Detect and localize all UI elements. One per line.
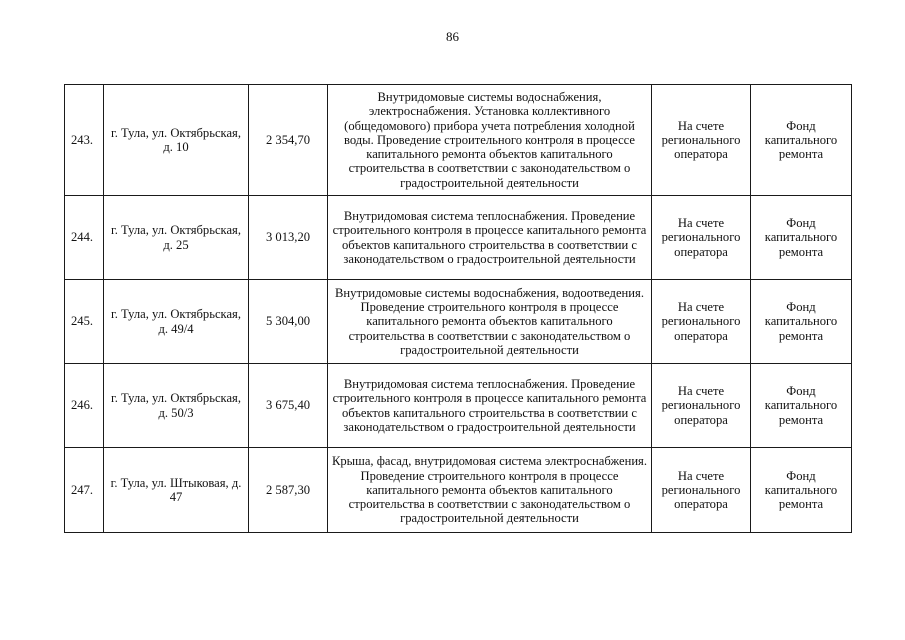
address-cell: г. Тула, ул. Штыковая, д. 47	[104, 448, 249, 533]
work-description-cell: Внутридомовые системы водоснабжения, водоотведения. Проведение строительного контроля в процессе капитального ремонта объектов капитального строительства в соответствии с законодательством о градостроительной деятельности	[328, 280, 652, 364]
account-cell: На счете регионального оператора	[652, 448, 751, 533]
table-row	[65, 280, 852, 364]
cost-cell: 3 013,20	[249, 196, 328, 280]
table-row	[65, 448, 852, 533]
cost-cell: 2 354,70	[249, 85, 328, 196]
account-cell: На счете регионального оператора	[652, 196, 751, 280]
row-number: 246.	[65, 364, 104, 448]
address-cell: г. Тула, ул. Октябрьская, д. 49/4	[104, 280, 249, 364]
account-cell: На счете регионального оператора	[652, 85, 751, 196]
row-number: 243.	[65, 85, 104, 196]
table-row	[65, 364, 852, 448]
funding-source-cell: Фонд капитального ремонта	[751, 85, 852, 196]
work-description-cell: Внутридомовые системы водоснабжения, электроснабжения. Установка коллективного (общедомового) прибора учета потребления холодной воды. Проведение строительного контроля в процессе капитального ремонта объектов капитального строительства в соответствии с законодательством о градостроительной деятельности	[328, 85, 652, 196]
row-number: 245.	[65, 280, 104, 364]
account-cell: На счете регионального оператора	[652, 364, 751, 448]
cost-cell: 3 675,40	[249, 364, 328, 448]
cost-cell: 5 304,00	[249, 280, 328, 364]
funding-source-cell: Фонд капитального ремонта	[751, 364, 852, 448]
work-description-cell: Крыша, фасад, внутридомовая система электроснабжения. Проведение строительного контроля в процессе капитального ремонта объектов капитального строительства в соответствии с законодательством о градостроительной деятельности	[328, 448, 652, 533]
table-row	[65, 85, 852, 196]
row-number: 244.	[65, 196, 104, 280]
cost-cell: 2 587,30	[249, 448, 328, 533]
page-number: 86	[446, 29, 459, 44]
row-number: 247.	[65, 448, 104, 533]
funding-source-cell: Фонд капитального ремонта	[751, 448, 852, 533]
funding-source-cell: Фонд капитального ремонта	[751, 196, 852, 280]
work-description-cell: Внутридомовая система теплоснабжения. Проведение строительного контроля в процессе капитального ремонта объектов капитального строительства в соответствии с законодательством о градостроительной деятельности	[328, 196, 652, 280]
address-cell: г. Тула, ул. Октябрьская, д. 10	[104, 85, 249, 196]
address-cell: г. Тула, ул. Октябрьская, д. 50/3	[104, 364, 249, 448]
account-cell: На счете регионального оператора	[652, 280, 751, 364]
capital-repair-table	[64, 84, 852, 533]
address-cell: г. Тула, ул. Октябрьская, д. 25	[104, 196, 249, 280]
table-row	[65, 196, 852, 280]
work-description-cell: Внутридомовая система теплоснабжения. Проведение строительного контроля в процессе капитального ремонта объектов капитального строительства в соответствии с законодательством о градостроительной деятельности	[328, 364, 652, 448]
funding-source-cell: Фонд капитального ремонта	[751, 280, 852, 364]
